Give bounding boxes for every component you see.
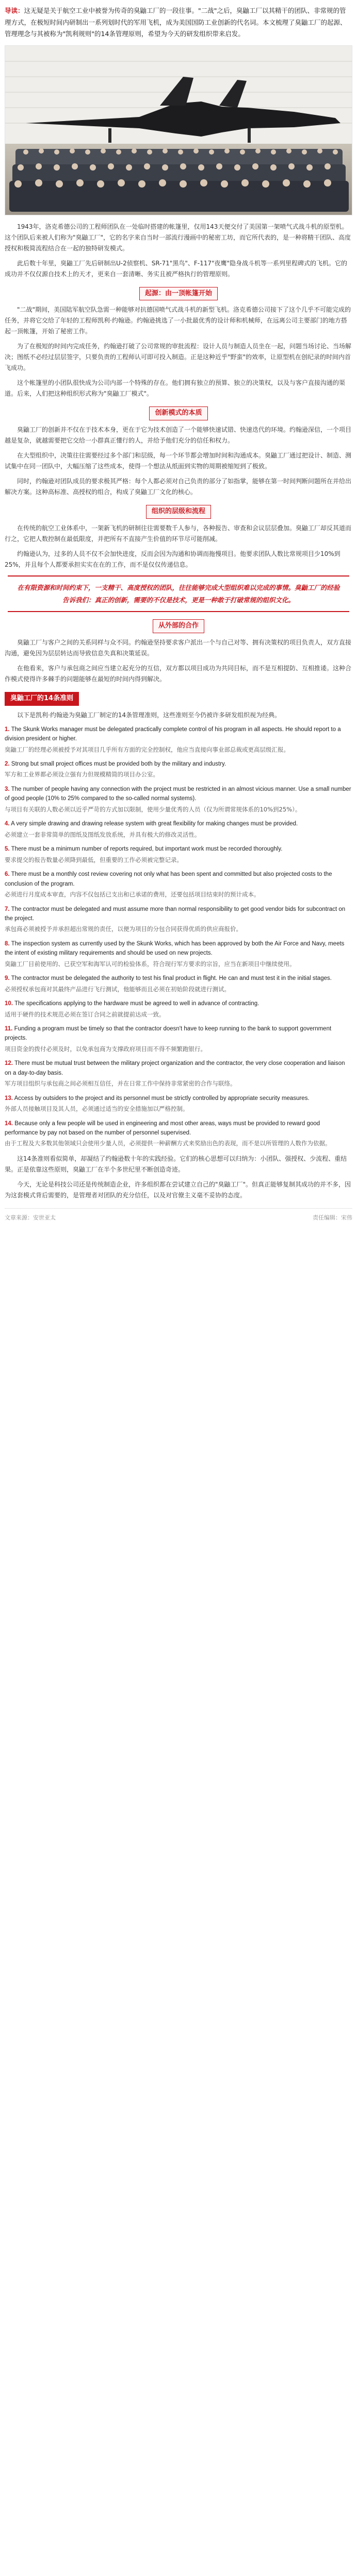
closing-paragraph: 这14条准则看似简单，却凝结了约翰逊数十年的实践经验。它们的核心思想可以归纳为：小团队、强授权、少流程、重结果。正是依靠这些原则，臭鼬工厂在半个多世纪里不断创造奇迹。 xyxy=(5,1155,347,1173)
rule-number: 14. xyxy=(5,1120,13,1127)
section-paragraph: 臭鼬工厂与客户之间的关系同样与众不同。约翰逊坚持要求客户派出一个与自己对等、拥有决策权的项目负责人，双方直接沟通，避免因为层层转达而导致信息失真和决策延误。 xyxy=(5,639,352,657)
article-editor: 责任编辑：宋伟 xyxy=(313,1214,352,1221)
rule-number: 3. xyxy=(5,786,10,793)
rule-item xyxy=(5,939,352,969)
section-heading xyxy=(5,406,352,420)
rule-item xyxy=(5,999,352,1020)
rules-heading xyxy=(5,692,352,706)
rule-chinese: 要求提交的报告数量必须降到最低，但重要的工作必须被完整记录。 xyxy=(5,856,183,863)
rule-chinese: 臭鼬工厂的经理必须被授予对其项目几乎所有方面的完全控制权，他应当直接向事业部总裁或更高层级汇报。 xyxy=(5,745,289,753)
section-paragraph: 在传统的航空工业体系中，一架新飞机的研制往往需要数千人参与，各种报告、审查和会议层层叠加。臭鼬工厂却反其道而行之，它把人数控制在最低限度，并把所有不直接产生价值的环节尽可能削减。 xyxy=(5,524,352,543)
highlight-quote-text: 在有限资源和时间约束下，一支精干、高度授权的团队，往往能够完成大型组织难以完成的事情。臭鼬工厂的经验告诉我们：真正的创新，需要的不仅是技术，更是一种敢于打破常规的组织文化。 xyxy=(17,583,340,604)
rule-chinese: 项目资金的拨付必须及时，以免承包商为支撑政府项目而不得不频繁跑银行。 xyxy=(5,1045,206,1053)
rule-number: 6. xyxy=(5,871,10,878)
rule-english: There must be a monthly cost review covering not only what has been spent and committed but also projected costs to the conclusion of the program. xyxy=(5,871,332,887)
rule-item xyxy=(5,1059,352,1089)
rule-item xyxy=(5,905,352,935)
section-heading-text: 从外部的合作 xyxy=(153,619,204,633)
rule-chinese: 承包商必须被授予并承担超出常规的责任，以便为项目的分包合同获得优质的供应商报价。 xyxy=(5,925,242,933)
rule-item xyxy=(5,725,352,755)
rule-number: 12. xyxy=(5,1060,13,1067)
rule-number: 11. xyxy=(5,1026,13,1032)
section-paragraph: 在他看来，客户与承包商之间应当建立起充分的互信，双方都以项目成功为共同目标，而不是互相提防、互相推诿。这种合作模式使得许多棘手的问题能够在最短的时间内得到解决。 xyxy=(5,665,352,683)
hangar-aircraft-illustration xyxy=(5,46,352,215)
section-paragraph: 臭鼬工厂的创新并不仅在于技术本身，更在于它为技术创造了一个能够快速试错、快速迭代的环境。约翰逊深信，一个项目越是复杂，就越需要把它交给一小群真正懂行的人，并给予他们充分的信任和权力。 xyxy=(5,426,352,444)
rule-number: 7. xyxy=(5,906,10,912)
rule-item xyxy=(5,974,352,994)
section-heading-text: 起源：由一顶帐篷开始 xyxy=(139,287,218,301)
rule-chinese: 与项目有关联的人数必须以近乎严苛的方式加以限制，使用少量优秀的人员（仅为所谓常规体系的10%到25%）。 xyxy=(5,805,301,813)
section-paragraph: "二战"期间，美国陆军航空队急需一种能够对抗德国喷气式战斗机的新型飞机。洛克希德公司接下了这个几乎不可能完成的任务，并将它交给了年轻的工程师凯利·约翰逊。约翰逊挑选了一小批最优秀的设计师和机械师，在远离公司主要部门的地方搭起一顶帐篷，开始了秘密工作。 xyxy=(5,306,351,335)
intro-paragraph: 1943年，洛克希德公司的工程师团队在一处临时搭建的帐篷里，仅用143天便交付了美国第一架喷气式战斗机的原型机。这个团队后来被人们称为"臭鼬工厂"，它的名字来自当时一部流行漫画中的秘密工坊，而它所代表的，是一种将精干团队、高度授权和极简流程结合在一起的独特研发模式。 xyxy=(5,223,351,252)
rule-item xyxy=(5,870,352,900)
section-paragraph: 在大型组织中，决策往往需要经过多个部门和层级，每一个环节都会增加时间和沟通成本。臭鼬工厂通过把设计、制造、测试集中在同一团队中，大幅压缩了这些成本，使得一个想法从纸面到实物的周期被缩短到了极致。 xyxy=(5,452,352,470)
article-footer xyxy=(5,1208,352,1223)
rules-list xyxy=(5,725,352,1149)
rule-english: The contractor must be delegated the authority to test his final product in flight. He can and must test it in the initial stages. xyxy=(11,975,332,982)
rule-item xyxy=(5,759,352,780)
rule-english: The specifications applying to the hardware must be agreed to well in advance of contracting. xyxy=(14,1001,259,1007)
rule-english: A very simple drawing and drawing release system with great flexibility for making changes must be provided. xyxy=(11,821,298,827)
rule-english: Access by outsiders to the project and its personnel must be strictly controlled by appropriate security measures. xyxy=(14,1095,310,1101)
rule-number: 9. xyxy=(5,975,10,982)
rule-chinese: 外部人员接触项目及其人员，必须通过适当的安全措施加以严格控制。 xyxy=(5,1105,189,1113)
section-paragraph: 这个帐篷里的小团队很快成为公司内部一个特殊的存在。他们拥有独立的预算、独立的决策权，以及与客户直接沟通的渠道。后来，人们把这种组织形式称为"臭鼬工厂模式"。 xyxy=(5,379,346,398)
rule-number: 10. xyxy=(5,1001,13,1007)
rule-english: The contractor must be delegated and must assume more than normal responsibility to get good vendor bids for subcontract on the project. xyxy=(5,906,346,922)
rule-chinese: 适用于硬件的技术规范必须在签订合同之前就提前达成一致。 xyxy=(5,1010,165,1018)
rules-heading-text: 臭鼬工厂的14条准则 xyxy=(5,692,79,706)
rule-chinese: 必须建立一套非常简单的图纸及图纸发放系统，并具有极大的修改灵活性。 xyxy=(5,831,201,838)
crowd-of-people xyxy=(9,149,349,212)
rule-english: Strong but small project offices must be provided both by the military and industry. xyxy=(11,761,226,768)
article-page xyxy=(0,0,357,1235)
section-paragraph: 约翰逊认为，过多的人员不仅不会加快进度，反而会因为沟通和协调而拖慢项目。他要求团队人数比常规项目少10%到25%，并且每个人都要承担实实在在的工作，而不是仅仅传递信息。 xyxy=(5,550,340,568)
rules-intro: 以下是凯利·约翰逊为臭鼬工厂制定的14条管理准则，这些准则至今仍被许多研发组织视为经典。 xyxy=(17,711,281,719)
rule-english: There must be mutual trust between the military project organization and the contractor, the very close cooperation and liaison on a day-to-day basis. xyxy=(5,1060,345,1076)
section-paragraph: 为了在极短的时间内完成任务，约翰逊打破了公司常规的审批流程：设计人员与制造人员坐在一起，问题当场讨论、当场解决；图纸不必经过层层签字，只要负责的工程师认可即可投入制造。正是这种近乎"野蛮"的效率，让原型机在创纪录的时间内首飞成功。 xyxy=(5,343,352,372)
rule-number: 1. xyxy=(5,726,10,733)
article-lead xyxy=(5,5,352,40)
rule-english: There must be a minimum number of reports required, but important work must be recorded thoroughly. xyxy=(11,846,283,853)
rule-item xyxy=(5,1024,352,1054)
rule-english: The Skunk Works manager must be delegated practically complete control of his program in all aspects. He should report to a division president or higher. xyxy=(5,726,341,742)
section-heading-text: 创新模式的本质 xyxy=(149,406,207,420)
section-heading xyxy=(5,287,352,301)
rule-english: The number of people having any connection with the project must be restricted in an almost vicious manner. Use a small number of good people (10% to 25% compared to the so-called normal systems). xyxy=(5,786,351,802)
highlight-quote xyxy=(8,575,349,613)
rule-english: Funding a program must be timely so that the contractor doesn't have to keep running to the bank to support government projects. xyxy=(5,1026,332,1042)
hangar-photo xyxy=(5,45,352,215)
rule-number: 5. xyxy=(5,846,10,853)
rule-chinese: 军方项目组织与承包商之间必须相互信任，并在日常工作中保持非常紧密的合作与联络。 xyxy=(5,1080,236,1088)
section-paragraph: 同时，约翰逊对团队成员的要求极其严格：每个人都必须对自己负责的部分了如指掌，能够在第一时间判断问题所在并给出解决方案。这种高标准、高授权的组合，构成了臭鼬工厂文化的核心。 xyxy=(5,478,352,496)
lead-text: 这无疑是关于航空工业中被誉为传奇的臭鼬工厂的一段往事。"二战"之后，臭鼬工厂以其精干的团队、非常规的管理方式，在极短时间内研制出一系列划时代的军用飞机，成为美国国防工业创新的代名词。本文梳理了臭鼬工厂的起源、管理理念与其被称为"凯利规则"的14条管理原则，希望为今天的研发组织带来启发。 xyxy=(5,7,347,38)
lead-label: 导读： xyxy=(5,7,24,14)
rule-item xyxy=(5,819,352,840)
rule-number: 2. xyxy=(5,761,10,768)
closing-paragraph: 今天，无论是科技公司还是传统制造企业，许多组织都在尝试建立自己的"臭鼬工厂"。但真正能够复制其成功的并不多，因为这套模式背后需要的，是管理者对团队的充分信任，以及对官僚主义毫不妥协的态度。 xyxy=(5,1181,351,1199)
rule-item xyxy=(5,1119,352,1149)
rule-number: 13. xyxy=(5,1095,13,1101)
rule-chinese: 臭鼬工厂目前使用的、已获空军和海军认可的检验体系，符合现行军方要求的宗旨，应当在新项目中继续使用。 xyxy=(5,960,296,968)
rule-item xyxy=(5,785,352,815)
rule-chinese: 军方和工业界都必须设立强有力但规模精简的项目办公室。 xyxy=(5,771,159,778)
rule-chinese: 由于工程及大多数其他领域只会使用少量人员，必须提供一种薪酬方式来奖励出色的表现，而不是以所管理的人数作为依据。 xyxy=(5,1140,331,1147)
section-heading-text: 组织的层级和流程 xyxy=(146,505,211,519)
rule-item xyxy=(5,844,352,865)
rule-number: 8. xyxy=(5,940,10,947)
rule-chinese: 必须授权承包商对其最终产品进行飞行测试，他能够而且必须在初始阶段就进行测试。 xyxy=(5,985,230,993)
rule-item xyxy=(5,1094,352,1114)
rule-chinese: 必须进行月度成本审查，内容不仅包括已支出和已承诺的费用，还要包括项目结束时的预计成本。 xyxy=(5,891,260,898)
rule-number: 4. xyxy=(5,821,10,827)
section-heading xyxy=(5,619,352,633)
rule-english: Because only a few people will be used in engineering and most other areas, ways must be provided to reward good performance by pay not based on the number of personnel supervised. xyxy=(5,1120,320,1137)
section-heading xyxy=(5,505,352,519)
article-source: 文章来源：安世亚太 xyxy=(5,1214,56,1221)
rule-english: The inspection system as currently used by the Skunk Works, which has been approved by both the Air Force and Navy, meets the intent of existing military requirements and should be used on new projects. xyxy=(5,940,345,957)
intro-paragraph: 此后数十年里，臭鼬工厂先后研制出U-2侦察机、SR-71"黑鸟"、F-117"夜鹰"隐身战斗机等一系列里程碑式的飞机。它的成功并不仅仅源自技术上的天才，更来自一套清晰、务实且被严格执行的管理原则。 xyxy=(5,259,348,278)
